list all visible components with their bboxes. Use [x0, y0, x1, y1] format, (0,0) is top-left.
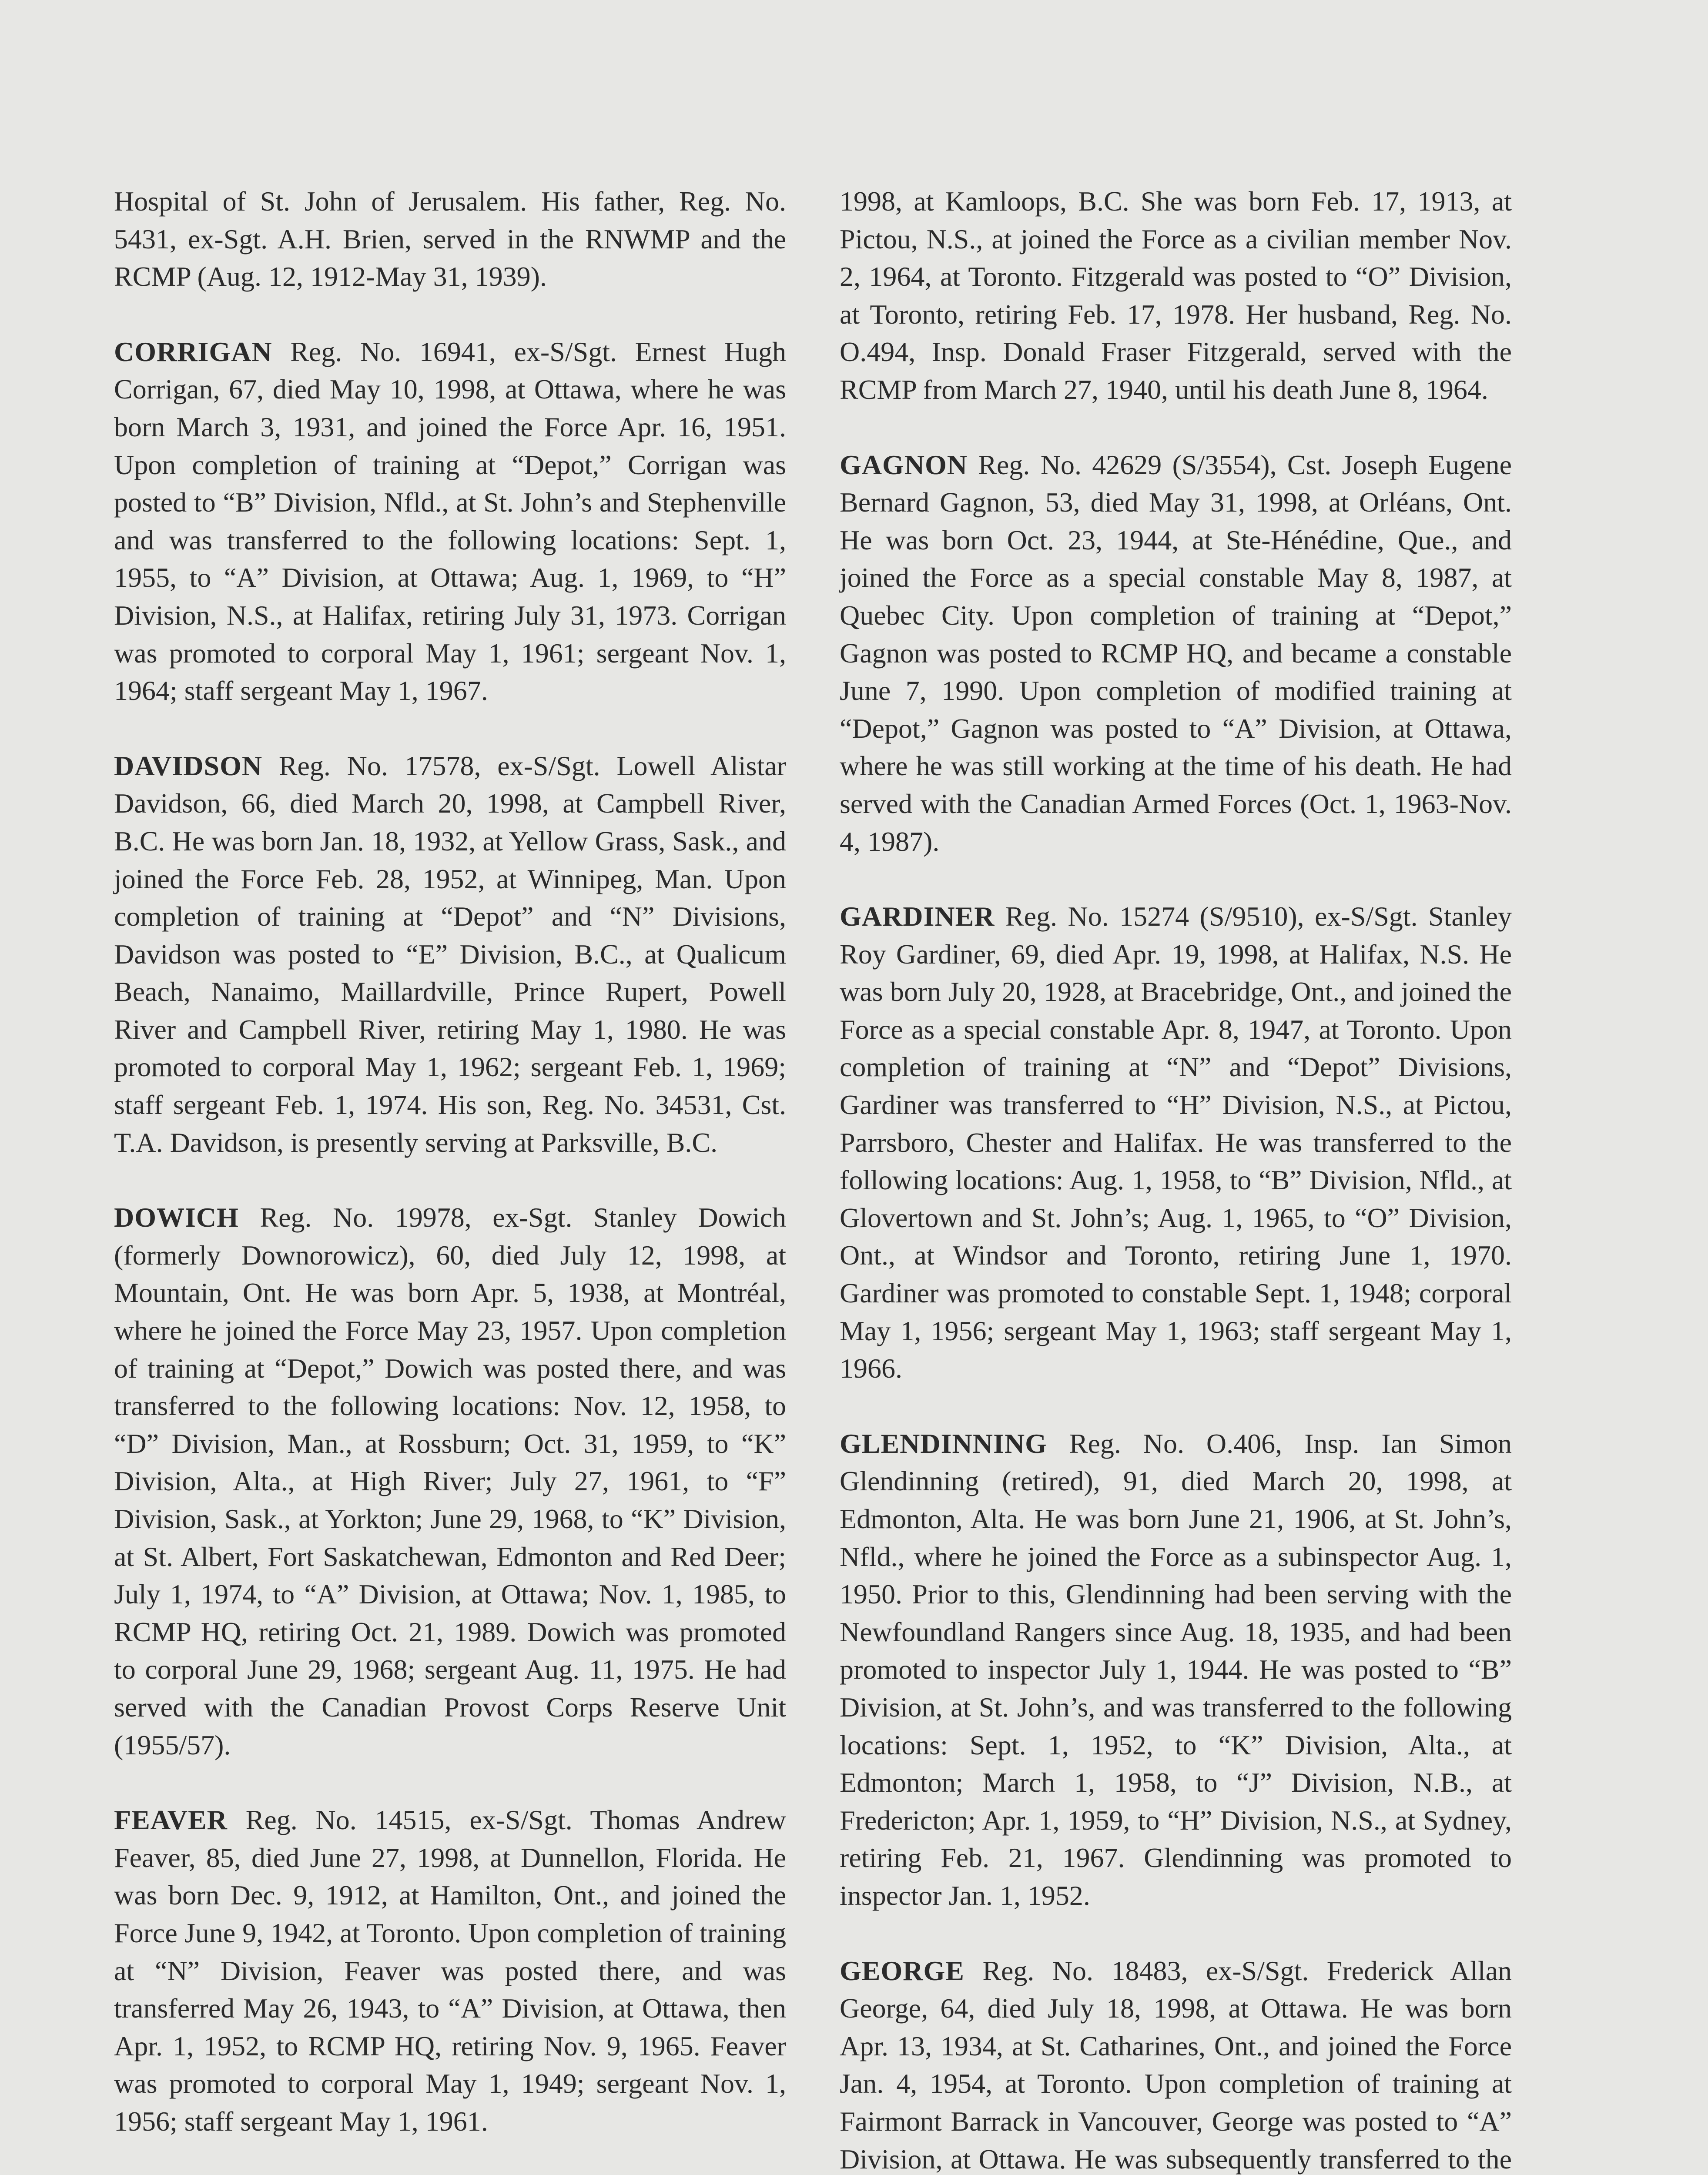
entry-text: Reg. No. 42629 (S/3554), Cst. Joseph Eugene Bernard Gagnon, 53, died May 31, 1998, at Orléans, Ont. He was born Oct. 23, 1944, at Ste-Hénédine, Que., and joined the Force as a special constable May 8, 1987, at Quebec City. Upon completion of training at “Depot,” Gagnon was posted to RCMP HQ, and became a constable June 7, 1990. Upon completion of modified training at “Depot,” Gagnon was posted to “A” Division, at Ottawa, where he was still working at the time of his death. He had served with the Canadian Armed Forces (Oct. 1, 1963-Nov. 4, 1987). [840, 449, 1512, 857]
entry-text: Reg. No. 19978, ex-Sgt. Stanley Dowich (formerly Downorowicz), 60, died July 12, 1998, at Mountain, Ont. He was born Apr. 5, 1938, at Montréal, where he joined the Force May 23, 1957. Upon completion of training at “Depot,” Dowich was posted there, and was transferred to the following locations: Nov. 12, 1958, to “D” Division, Man., at Rossburn; Oct. 31, 1959, to “K” Division, Alta., at High River; July 27, 1961, to “F” Division, Sask., at Yorkton; June 29, 1968, to “K” Division, at St. Albert, Fort Saskatchewan, Edmonton and Red Deer; July 1, 1974, to “A” Division, at Ottawa; Nov. 1, 1985, to RCMP HQ, retiring Oct. 21, 1989. Dowich was promoted to corporal June 29, 1968; sergeant Aug. 11, 1975. He had served with the Canadian Provost Corps Reserve Unit (1955/57). [114, 1202, 786, 1760]
entry-surname: CORRIGAN [114, 336, 272, 367]
obituary-entry [114, 333, 786, 710]
entry-surname: GARDINER [840, 901, 995, 932]
entry-surname: GEORGE [840, 1955, 965, 1986]
entry-text: Reg. No. 15274 (S/9510), ex-S/Sgt. Stanley Roy Gardiner, 69, died Apr. 19, 1998, at Halifax, N.S. He was born July 20, 1928, at Bracebridge, Ont., and joined the Force as a special constable Apr. 8, 1947, at Toronto. Upon completion of training at “N” and “Depot” Divisions, Gardiner was transferred to “H” Division, N.S., at Pictou, Parrsboro, Chester and Halifax. He was transferred to the following locations: Aug. 1, 1958, to “B” Division, Nfld., at Glovertown and St. John’s; Aug. 1, 1965, to “O” Division, Ont., at Windsor and Toronto, retiring June 1, 1970. Gardiner was promoted to constable Sept. 1, 1948; corporal May 1, 1956; sergeant May 1, 1963; staff sergeant May 1, 1966. [840, 901, 1512, 1384]
entry-surname: DAVIDSON [114, 750, 263, 781]
entry-text: Reg. No. 17578, ex-S/Sgt. Lowell Alistar Davidson, 66, died March 20, 1998, at Campbell River, B.C. He was born Jan. 18, 1932, at Yellow Grass, Sask., and joined the Force Feb. 28, 1952, at Winnipeg, Man. Upon completion of training at “Depot” and “N” Divisions, Davidson was posted to “E” Division, B.C., at Qualicum Beach, Nanaimo, Maillardville, Prince Rupert, Powell River and Campbell River, retiring May 1, 1980. He was promoted to corporal May 1, 1962; sergeant Feb. 1, 1969; staff sergeant Feb. 1, 1974. His son, Reg. No. 34531, Cst. T.A. Davidson, is presently serving at Parksville, B.C. [114, 750, 786, 1158]
entry-surname: DOWICH [114, 1202, 239, 1233]
right-column [840, 183, 1512, 2175]
obituary-entry [840, 1952, 1512, 2175]
entry-text: Reg. No. 16941, ex-S/Sgt. Ernest Hugh Corrigan, 67, died May 10, 1998, at Ottawa, where he was born March 3, 1931, and joined the Force Apr. 16, 1951. Upon completion of training at “Depot,” Corrigan was posted to “B” Division, Nfld., at St. John’s and Stephenville and was transferred to the following locations: Sept. 1, 1955, to “A” Division, at Ottawa; Aug. 1, 1969, to “H” Division, N.S., at Halifax, retiring July 31, 1973. Corrigan was promoted to corporal May 1, 1961; sergeant Nov. 1, 1964; staff sergeant May 1, 1967. [114, 336, 786, 706]
obituary-entry [114, 747, 786, 1162]
entry-surname: GLENDINNING [840, 1428, 1047, 1459]
left-column [114, 183, 786, 2175]
continuation-paragraph: Hospital of St. John of Jerusalem. His father, Reg. No. 5431, ex-Sgt. A.H. Brien, served in the RNWMP and the RCMP (Aug. 12, 1912-May 31, 1939). [114, 186, 786, 292]
obituary-entry [840, 1425, 1512, 1915]
obituary-entry [114, 1199, 786, 1764]
continuation-paragraph: 1998, at Kamloops, B.C. She was born Feb. 17, 1913, at Pictou, N.S., at joined the Force as a civilian member Nov. 2, 1964, at Toronto. Fitzgerald was posted to “O” Division, at Toronto, retiring Feb. 17, 1978. Her husband, Reg. No. O.494, Insp. Donald Fraser Fitzgerald, served with the RCMP from March 27, 1940, until his death June 8, 1964. [840, 186, 1512, 405]
entry-text: Reg. No. 18483, ex-S/Sgt. Frederick Allan George, 64, died July 18, 1998, at Ottawa. He was born Apr. 13, 1934, at St. Catharines, Ont., and joined the Force Jan. 4, 1954, at Toronto. Upon completion of training at Fairmont Barrack in Vancouver, George was posted to “A” Division, at Ottawa. He was subsequently transferred to the [840, 1955, 1512, 2175]
entry-surname: GAGNON [840, 449, 968, 480]
entry-text: Reg. No. O.406, Insp. Ian Simon Glendinning (retired), 91, died March 20, 1998, at Edmonton, Alta. He was born June 21, 1906, at St. John’s, Nfld., where he joined the Force as a subinspector Aug. 1, 1950. Prior to this, Glendinning had been serving with the Newfoundland Rangers since Aug. 18, 1935, and had been promoted to inspector July 1, 1944. He was posted to “B” Division, at St. John’s, and was transferred to the following locations: Sept. 1, 1952, to “K” Division, Alta., at Edmonton; March 1, 1958, to “J” Division, N.B., at Fredericton; Apr. 1, 1959, to “H” Division, N.S., at Sydney, retiring Feb. 21, 1967. Glendinning was promoted to inspector Jan. 1, 1952. [840, 1428, 1512, 1911]
obituary-entry [114, 1801, 786, 2140]
obituary-entry [840, 446, 1512, 861]
entry-text: Reg. No. 14515, ex-S/Sgt. Thomas Andrew Feaver, 85, died June 27, 1998, at Dunnellon, Florida. He was born Dec. 9, 1912, at Hamilton, Ont., and joined the Force June 9, 1942, at Toronto. Upon completion of training at “N” Division, Feaver was posted there, and was transferred May 26, 1943, to “A” Division, at Ottawa, then Apr. 1, 1952, to RCMP HQ, retiring Nov. 9, 1965. Feaver was promoted to corporal May 1, 1949; sergeant Nov. 1, 1956; staff sergeant May 1, 1961. [114, 1804, 786, 2137]
entry-surname: FEAVER [114, 1804, 228, 1836]
obituary-entry [840, 898, 1512, 1388]
